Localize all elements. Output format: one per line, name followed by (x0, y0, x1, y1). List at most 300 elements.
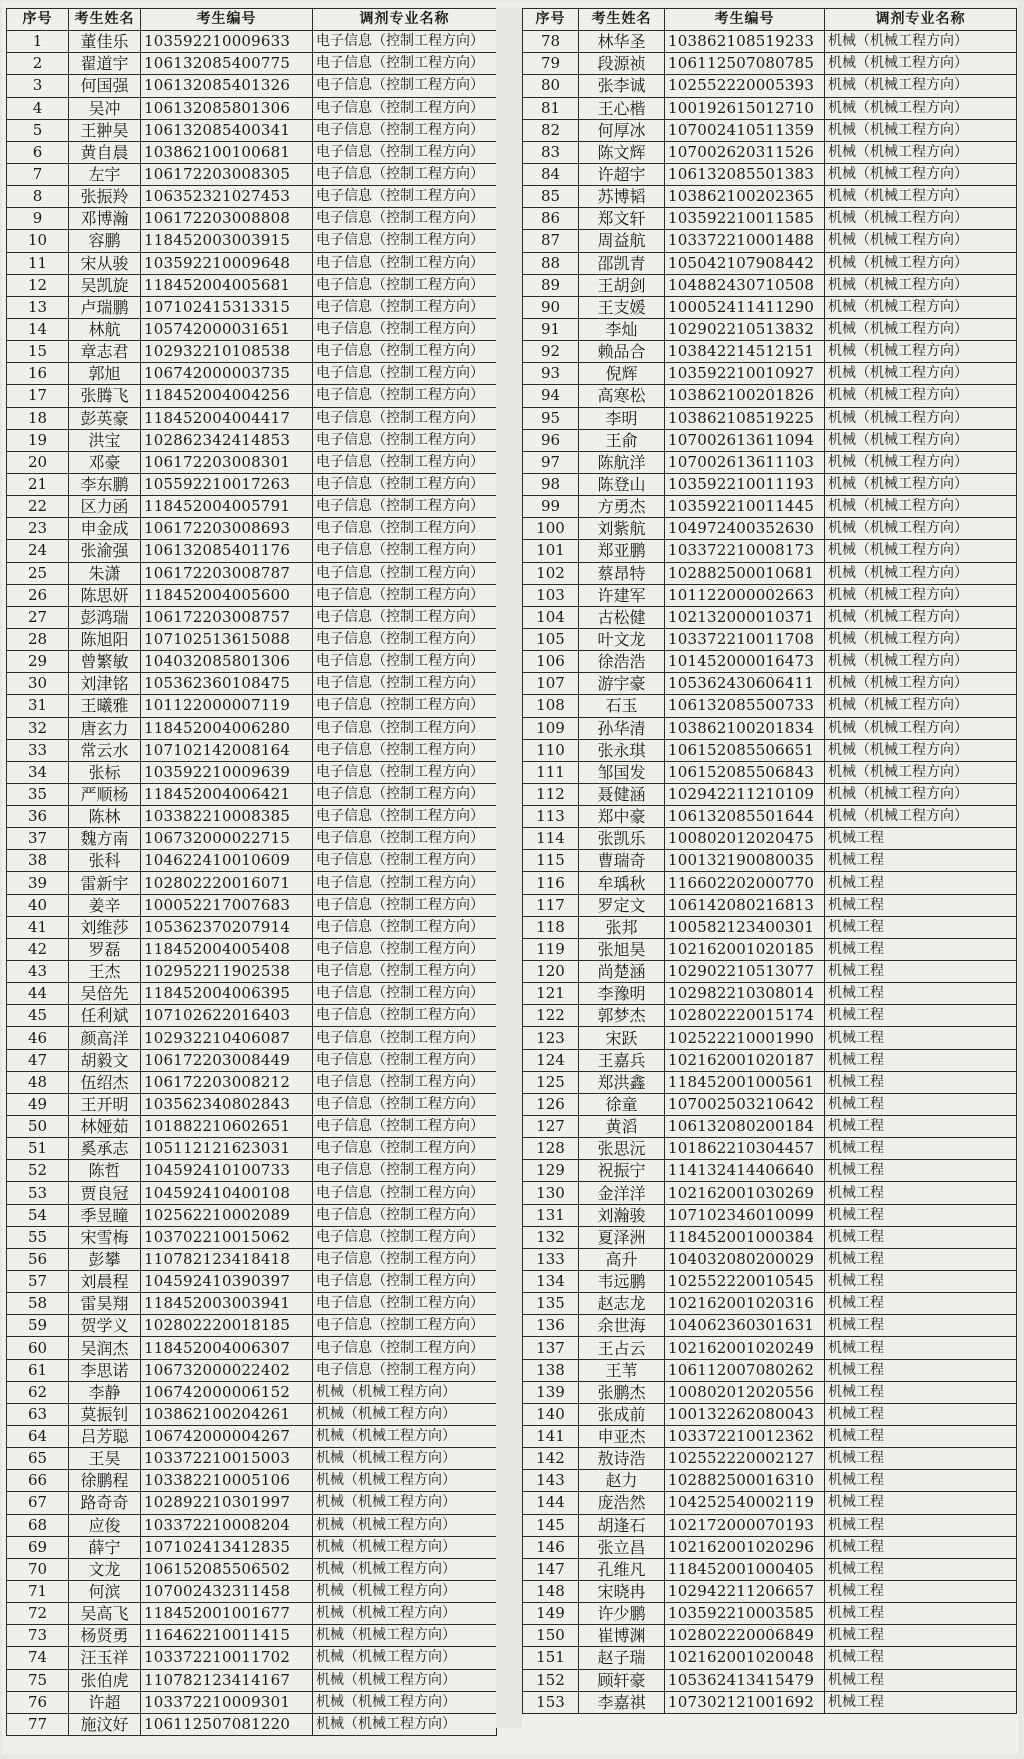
table-row (7, 1116, 497, 1138)
student-name: 林华圣 (579, 31, 665, 53)
student-code: 107002432311458 (141, 1580, 313, 1602)
student-name: 罗定文 (579, 894, 665, 916)
major-name: 机械（机械工程方向） (825, 695, 1017, 717)
major-name: 机械工程 (825, 1027, 1017, 1049)
student-code: 102162001030269 (665, 1182, 825, 1204)
student-name: 申亚杰 (579, 1426, 665, 1448)
student-code: 105592210017263 (141, 473, 313, 495)
row-index: 39 (7, 872, 69, 894)
table-row (7, 141, 497, 163)
row-index: 61 (7, 1359, 69, 1381)
row-index: 139 (523, 1381, 579, 1403)
student-name: 张立昌 (579, 1536, 665, 1558)
row-index: 145 (523, 1514, 579, 1536)
major-name: 机械工程 (825, 1116, 1017, 1138)
major-name: 机械工程 (825, 1271, 1017, 1293)
major-name: 机械（机械工程方向） (825, 540, 1017, 562)
student-code: 116462210011415 (141, 1625, 313, 1647)
major-name: 电子信息（控制工程方向） (313, 1116, 497, 1138)
major-name: 电子信息（控制工程方向） (313, 1049, 497, 1071)
major-name: 机械（机械工程方向） (825, 717, 1017, 739)
major-name: 电子信息（控制工程方向） (313, 1027, 497, 1049)
student-code: 102162001020185 (665, 938, 825, 960)
row-index: 5 (7, 119, 69, 141)
major-name: 电子信息（控制工程方向） (313, 252, 497, 274)
table-row (523, 894, 1017, 916)
right-roster-table (522, 8, 1017, 1714)
student-code: 103372210009301 (141, 1691, 313, 1713)
table-row (523, 1271, 1017, 1293)
student-name: 张永琪 (579, 739, 665, 761)
table-row (7, 828, 497, 850)
table-row (7, 1403, 497, 1425)
student-code: 100052411411290 (665, 296, 825, 318)
major-name: 机械（机械工程方向） (825, 186, 1017, 208)
student-code: 106132085501383 (665, 163, 825, 185)
row-index: 70 (7, 1558, 69, 1580)
student-name: 夏泽洲 (579, 1226, 665, 1248)
student-name: 王俞 (579, 429, 665, 451)
student-code: 102162001020187 (665, 1049, 825, 1071)
student-name: 孔维凡 (579, 1558, 665, 1580)
major-name: 机械（机械工程方向） (313, 1647, 497, 1669)
table-row (7, 717, 497, 739)
student-code: 104592410100733 (141, 1160, 313, 1182)
student-code: 104252540002119 (665, 1492, 825, 1514)
row-index: 119 (523, 938, 579, 960)
major-name: 电子信息（控制工程方向） (313, 318, 497, 340)
major-name: 电子信息（控制工程方向） (313, 186, 497, 208)
major-name: 机械（机械工程方向） (825, 252, 1017, 274)
table-row (7, 274, 497, 296)
major-name: 机械（机械工程方向） (825, 75, 1017, 97)
row-index: 93 (523, 363, 579, 385)
student-name: 黄滔 (579, 1116, 665, 1138)
table-row (523, 606, 1017, 628)
major-name: 机械工程 (825, 1381, 1017, 1403)
table-row (523, 961, 1017, 983)
major-name: 机械工程 (825, 1315, 1017, 1337)
student-name: 李思诺 (69, 1359, 141, 1381)
major-name: 电子信息（控制工程方向） (313, 274, 497, 296)
major-name: 电子信息（控制工程方向） (313, 1182, 497, 1204)
major-name: 机械工程 (825, 1204, 1017, 1226)
row-index: 96 (523, 429, 579, 451)
row-index: 124 (523, 1049, 579, 1071)
student-name: 叶文龙 (579, 628, 665, 650)
student-code: 118452001000384 (665, 1226, 825, 1248)
table-row (523, 540, 1017, 562)
table-row (7, 296, 497, 318)
student-code: 105362370207914 (141, 916, 313, 938)
student-code: 103862100202365 (665, 186, 825, 208)
student-code: 103592210009648 (141, 252, 313, 274)
table-row (523, 1093, 1017, 1115)
table-row (7, 208, 497, 230)
student-code: 102132000010371 (665, 606, 825, 628)
student-code: 104592410390397 (141, 1271, 313, 1293)
student-name: 张凯乐 (579, 828, 665, 850)
table-row (7, 761, 497, 783)
row-index: 21 (7, 473, 69, 495)
major-name: 电子信息（控制工程方向） (313, 562, 497, 584)
table-row (523, 1337, 1017, 1359)
row-index: 136 (523, 1315, 579, 1337)
major-name: 机械工程 (825, 1071, 1017, 1093)
table-row (7, 1226, 497, 1248)
student-code: 107302121001692 (665, 1691, 825, 1713)
major-name: 机械工程 (825, 1359, 1017, 1381)
student-name: 郑文轩 (579, 208, 665, 230)
row-index: 108 (523, 695, 579, 717)
row-index: 110 (523, 739, 579, 761)
row-index: 138 (523, 1359, 579, 1381)
major-name: 电子信息（控制工程方向） (313, 783, 497, 805)
student-code: 103862108519233 (665, 31, 825, 53)
student-name: 王心楷 (579, 97, 665, 119)
student-name: 张伯虎 (69, 1669, 141, 1691)
major-name: 机械（机械工程方向） (313, 1381, 497, 1403)
student-code: 110782123414167 (141, 1669, 313, 1691)
student-code: 105362430606411 (665, 673, 825, 695)
major-name: 电子信息（控制工程方向） (313, 850, 497, 872)
row-index: 33 (7, 739, 69, 761)
student-code: 103592210009633 (141, 31, 313, 53)
student-name: 郑洪鑫 (579, 1071, 665, 1093)
student-name: 胡毅文 (69, 1049, 141, 1071)
table-row (523, 230, 1017, 252)
table-row (7, 783, 497, 805)
major-name: 电子信息（控制工程方向） (313, 518, 497, 540)
major-name: 电子信息（控制工程方向） (313, 894, 497, 916)
row-index: 117 (523, 894, 579, 916)
major-name: 机械（机械工程方向） (313, 1448, 497, 1470)
major-name: 机械（机械工程方向） (313, 1470, 497, 1492)
major-name: 电子信息（控制工程方向） (313, 938, 497, 960)
table-row (523, 97, 1017, 119)
major-name: 机械工程 (825, 1492, 1017, 1514)
student-name: 吕芳聪 (69, 1426, 141, 1448)
student-code: 103562340802843 (141, 1093, 313, 1115)
student-code: 104972400352630 (665, 518, 825, 540)
student-code: 100192615012710 (665, 97, 825, 119)
student-code: 106172203008757 (141, 606, 313, 628)
row-index: 134 (523, 1271, 579, 1293)
major-name: 机械（机械工程方向） (825, 451, 1017, 473)
major-name: 机械工程 (825, 1647, 1017, 1669)
table-row (7, 1492, 497, 1514)
table-row (523, 1669, 1017, 1691)
student-code: 101882210602651 (141, 1116, 313, 1138)
student-code: 102162001020048 (665, 1647, 825, 1669)
table-row (7, 1071, 497, 1093)
table-row (7, 1049, 497, 1071)
major-name: 电子信息（控制工程方向） (313, 1204, 497, 1226)
major-name: 机械（机械工程方向） (313, 1580, 497, 1602)
student-name: 余世海 (579, 1315, 665, 1337)
student-code: 103592210011193 (665, 473, 825, 495)
student-code: 104592410400108 (141, 1182, 313, 1204)
major-name: 机械（机械工程方向） (313, 1603, 497, 1625)
major-name: 电子信息（控制工程方向） (313, 606, 497, 628)
student-code: 103372210012362 (665, 1426, 825, 1448)
student-code: 103592210009639 (141, 761, 313, 783)
student-name: 朱潇 (69, 562, 141, 584)
student-name: 李明 (579, 407, 665, 429)
table-row (523, 407, 1017, 429)
student-code: 110782123418418 (141, 1248, 313, 1270)
row-index: 14 (7, 318, 69, 340)
row-index: 31 (7, 695, 69, 717)
major-name: 电子信息（控制工程方向） (313, 341, 497, 363)
student-name: 张渝强 (69, 540, 141, 562)
student-code: 107002503210642 (665, 1093, 825, 1115)
major-name: 电子信息（控制工程方向） (313, 1248, 497, 1270)
table-row (523, 53, 1017, 75)
student-code: 106132085801306 (141, 97, 313, 119)
student-code: 103592210010927 (665, 363, 825, 385)
student-code: 106732000022715 (141, 828, 313, 850)
row-index: 118 (523, 916, 579, 938)
row-index: 100 (523, 518, 579, 540)
table-row (7, 429, 497, 451)
student-code: 107002613611103 (665, 451, 825, 473)
student-name: 彭英豪 (69, 407, 141, 429)
table-row (7, 961, 497, 983)
major-name: 机械工程 (825, 1448, 1017, 1470)
major-name: 电子信息（控制工程方向） (313, 739, 497, 761)
major-name: 机械工程 (825, 850, 1017, 872)
row-index: 52 (7, 1160, 69, 1182)
student-code: 102552220005393 (665, 75, 825, 97)
row-index: 111 (523, 761, 579, 783)
row-index: 4 (7, 97, 69, 119)
student-name: 严顺杨 (69, 783, 141, 805)
student-code: 103862100100681 (141, 141, 313, 163)
student-code: 118452004006307 (141, 1337, 313, 1359)
major-name: 电子信息（控制工程方向） (313, 230, 497, 252)
table-row (523, 1293, 1017, 1315)
student-code: 106112007080262 (665, 1359, 825, 1381)
student-code: 104882430710508 (665, 274, 825, 296)
student-name: 宋晓冉 (579, 1580, 665, 1602)
student-name: 任利斌 (69, 1005, 141, 1027)
student-code: 101862210304457 (665, 1138, 825, 1160)
student-name: 陈文辉 (579, 141, 665, 163)
major-name: 机械工程 (825, 1337, 1017, 1359)
student-name: 邓博瀚 (69, 208, 141, 230)
student-code: 107102513615088 (141, 628, 313, 650)
student-name: 何厚冰 (579, 119, 665, 141)
student-name: 张振羚 (69, 186, 141, 208)
row-index: 20 (7, 451, 69, 473)
header-name: 考生姓名 (69, 9, 141, 31)
student-code: 103702210015062 (141, 1226, 313, 1248)
student-code: 103862108519225 (665, 407, 825, 429)
student-code: 105042107908442 (665, 252, 825, 274)
major-name: 机械（机械工程方向） (825, 385, 1017, 407)
table-row (7, 341, 497, 363)
row-index: 46 (7, 1027, 69, 1049)
table-row (523, 31, 1017, 53)
row-index: 130 (523, 1182, 579, 1204)
student-code: 118452004006280 (141, 717, 313, 739)
table-row (7, 938, 497, 960)
student-name: 常云水 (69, 739, 141, 761)
student-code: 118452004005791 (141, 496, 313, 518)
row-index: 116 (523, 872, 579, 894)
student-name: 许建军 (579, 584, 665, 606)
major-name: 电子信息（控制工程方向） (313, 628, 497, 650)
student-name: 奚承志 (69, 1138, 141, 1160)
major-name: 机械（机械工程方向） (825, 562, 1017, 584)
student-name: 牟瑀秋 (579, 872, 665, 894)
row-index: 102 (523, 562, 579, 584)
row-index: 133 (523, 1248, 579, 1270)
row-index: 60 (7, 1337, 69, 1359)
table-row (523, 274, 1017, 296)
student-name: 容鹏 (69, 230, 141, 252)
major-name: 电子信息（控制工程方向） (313, 385, 497, 407)
major-name: 电子信息（控制工程方向） (313, 1359, 497, 1381)
table-row (7, 1558, 497, 1580)
student-name: 王翀昊 (69, 119, 141, 141)
table-row (7, 1536, 497, 1558)
student-name: 董佳乐 (69, 31, 141, 53)
major-name: 机械工程 (825, 1093, 1017, 1115)
student-name: 吴倍先 (69, 983, 141, 1005)
table-row (7, 651, 497, 673)
major-name: 电子信息（控制工程方向） (313, 673, 497, 695)
table-row (7, 606, 497, 628)
table-row (523, 761, 1017, 783)
table-row (523, 1603, 1017, 1625)
table-row (523, 695, 1017, 717)
major-name: 机械（机械工程方向） (825, 274, 1017, 296)
major-name: 电子信息（控制工程方向） (313, 983, 497, 1005)
row-index: 69 (7, 1536, 69, 1558)
student-name: 宋雪梅 (69, 1226, 141, 1248)
major-name: 电子信息（控制工程方向） (313, 119, 497, 141)
student-name: 赵子瑞 (579, 1647, 665, 1669)
student-code: 102862342414853 (141, 429, 313, 451)
student-name: 彭鸿瑞 (69, 606, 141, 628)
major-name: 机械（机械工程方向） (825, 783, 1017, 805)
major-name: 机械（机械工程方向） (313, 1669, 497, 1691)
row-index: 98 (523, 473, 579, 495)
student-name: 姜辛 (69, 894, 141, 916)
major-name: 电子信息（控制工程方向） (313, 651, 497, 673)
student-code: 106112507080785 (665, 53, 825, 75)
table-row (523, 1558, 1017, 1580)
student-code: 103592210011445 (665, 496, 825, 518)
row-index: 65 (7, 1448, 69, 1470)
table-row (523, 717, 1017, 739)
student-code: 102172000070193 (665, 1514, 825, 1536)
student-code: 106172203008808 (141, 208, 313, 230)
table-row (7, 53, 497, 75)
major-name: 机械（机械工程方向） (825, 651, 1017, 673)
major-name: 电子信息（控制工程方向） (313, 872, 497, 894)
student-code: 102882500016310 (665, 1470, 825, 1492)
student-name: 赖品合 (579, 341, 665, 363)
student-name: 吴润杰 (69, 1337, 141, 1359)
student-code: 116602202000770 (665, 872, 825, 894)
table-row (523, 1691, 1017, 1713)
student-name: 吴高飞 (69, 1603, 141, 1625)
table-row (523, 916, 1017, 938)
table-row (7, 584, 497, 606)
header-code: 考生编号 (141, 9, 313, 31)
row-index: 75 (7, 1669, 69, 1691)
student-code: 106172203008212 (141, 1071, 313, 1093)
row-index: 9 (7, 208, 69, 230)
row-index: 41 (7, 916, 69, 938)
major-name: 机械（机械工程方向） (825, 318, 1017, 340)
major-name: 电子信息（控制工程方向） (313, 540, 497, 562)
student-name: 宋跃 (579, 1027, 665, 1049)
header-idx: 序号 (523, 9, 579, 31)
row-index: 151 (523, 1647, 579, 1669)
major-name: 机械（机械工程方向） (825, 628, 1017, 650)
student-name: 郑中豪 (579, 806, 665, 828)
student-code: 103842214512151 (665, 341, 825, 363)
student-code: 107102415313315 (141, 296, 313, 318)
student-code: 102162001020296 (665, 1536, 825, 1558)
student-code: 118452004006395 (141, 983, 313, 1005)
student-code: 106742000004267 (141, 1426, 313, 1448)
table-row (7, 628, 497, 650)
student-code: 118452004006421 (141, 783, 313, 805)
student-name: 王支媛 (579, 296, 665, 318)
student-name: 宋从骏 (69, 252, 141, 274)
major-name: 电子信息（控制工程方向） (313, 407, 497, 429)
student-code: 106152085506651 (665, 739, 825, 761)
student-code: 102162001020249 (665, 1337, 825, 1359)
student-code: 106112507081220 (141, 1713, 313, 1735)
row-index: 30 (7, 673, 69, 695)
student-name: 张旭昊 (579, 938, 665, 960)
student-name: 郭旭 (69, 363, 141, 385)
student-name: 文龙 (69, 1558, 141, 1580)
student-code: 102942211210109 (665, 783, 825, 805)
student-code: 103382210008385 (141, 806, 313, 828)
student-code: 101452000016473 (665, 651, 825, 673)
student-code: 102802220006849 (665, 1625, 825, 1647)
row-index: 22 (7, 496, 69, 518)
student-name: 古松健 (579, 606, 665, 628)
row-index: 125 (523, 1071, 579, 1093)
major-name: 机械（机械工程方向） (825, 31, 1017, 53)
table-row (523, 75, 1017, 97)
student-name: 翟道宇 (69, 53, 141, 75)
major-name: 电子信息（控制工程方向） (313, 208, 497, 230)
table-row (7, 318, 497, 340)
student-name: 何滨 (69, 1580, 141, 1602)
student-name: 高寒松 (579, 385, 665, 407)
row-index: 92 (523, 341, 579, 363)
student-name: 李东鹏 (69, 473, 141, 495)
row-index: 82 (523, 119, 579, 141)
student-name: 刘晨程 (69, 1271, 141, 1293)
student-code: 106142080216813 (665, 894, 825, 916)
student-code: 102982210308014 (665, 983, 825, 1005)
left-roster-table (6, 8, 497, 1736)
table-row (523, 828, 1017, 850)
student-code: 105742000031651 (141, 318, 313, 340)
row-index: 140 (523, 1403, 579, 1425)
student-name: 王开明 (69, 1093, 141, 1115)
